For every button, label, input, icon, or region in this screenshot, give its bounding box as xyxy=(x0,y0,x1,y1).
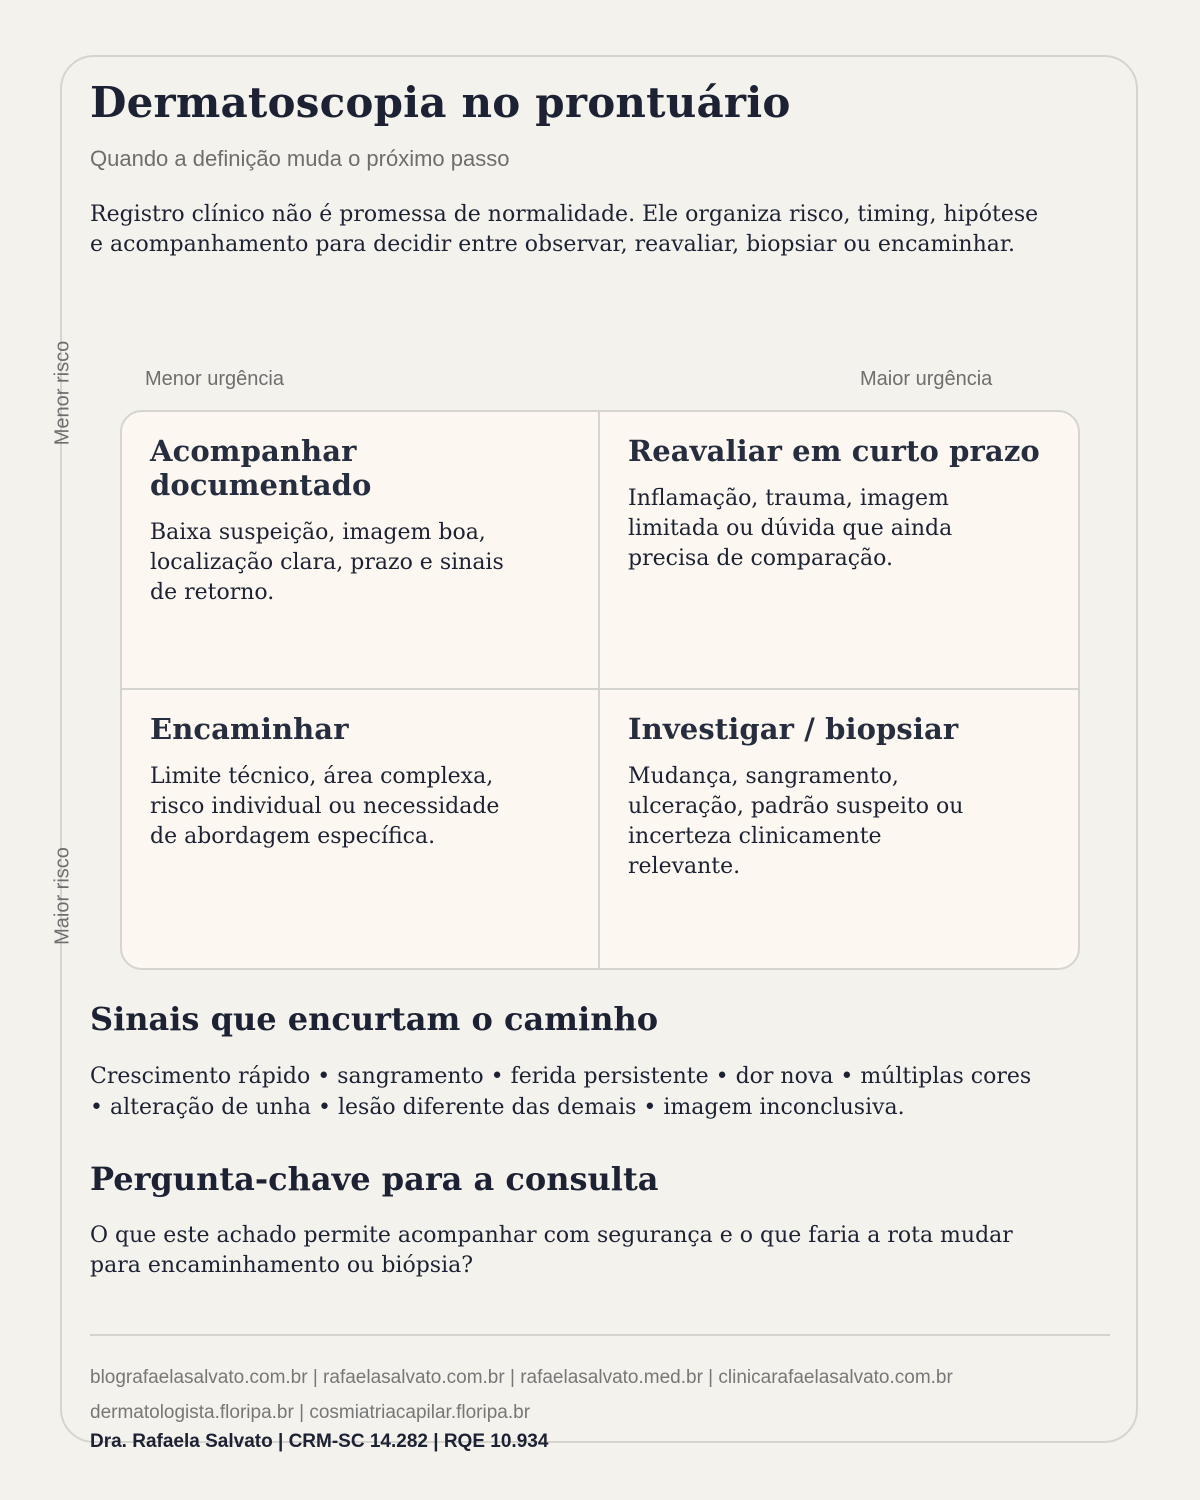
signs-text: Crescimento rápido • sangramento • ferida persistente • dor nova • múltiplas cores • alteração de unha • lesão diferente das demais • imagem inconclusiva. xyxy=(90,1064,1032,1120)
footer-links: blografaelasalvato.com.br | rafaelasalvato.com.br | rafaelasalvato.med.br | clinicarafaelasalvato.com.br dermatologista.floripa.br | cosmiatriacapilar.floripa.br xyxy=(90,1367,953,1423)
axis-label-lower-urgency: Menor urgência xyxy=(145,368,284,390)
footer-credit: Dra. Rafaela Salvato | CRM-SC 14.282 | RQE 10.934 xyxy=(90,1431,549,1452)
intro-paragraph: Registro clínico não é promessa de normalidade. Ele organiza risco, timing, hipótese e acompanhamento para decidir entre observar, reavaliar, biopsiar ou encaminhar. xyxy=(90,202,1039,257)
decision-matrix xyxy=(120,410,1080,970)
quadrant-follow-up xyxy=(122,412,600,690)
quadrant-text: Mudança, sangramento, ulceração, padrão suspeito ou incerteza clinicamente relevante. xyxy=(628,764,964,879)
quadrant-text: Limite técnico, área complexa, risco individual ou necessidade de abordagem específica. xyxy=(150,764,500,849)
quadrant-title: Reavaliar em curto prazo xyxy=(628,434,1040,468)
quadrant-text: Inflamação, trauma, imagem limitada ou dúvida que ainda precisa de comparação. xyxy=(628,486,953,571)
key-question-text: O que este achado permite acompanhar com segurança e o que faria a rota mudar para encaminhamento ou biópsia? xyxy=(90,1223,1013,1278)
key-question-heading: Pergunta-chave para a consulta xyxy=(90,1160,659,1198)
quadrant-biopsy xyxy=(600,690,1078,968)
quadrant-reassess xyxy=(600,412,1078,690)
axis-label-lower-risk: Menor risco xyxy=(51,340,74,446)
quadrant-title: Investigar / biopsiar xyxy=(628,712,959,746)
quadrant-text: Baixa suspeição, imagem boa, localização clara, prazo e sinais de retorno. xyxy=(150,520,504,605)
quadrant-title: Encaminhar xyxy=(150,712,349,746)
footer-divider xyxy=(90,1334,1110,1336)
signs-heading: Sinais que encurtam o caminho xyxy=(90,1000,659,1038)
quadrant-title: Acompanhar documentado xyxy=(150,434,372,502)
axis-label-higher-urgency: Maior urgência xyxy=(860,368,993,390)
page-title: Dermatoscopia no prontuário xyxy=(90,78,791,127)
quadrant-refer xyxy=(122,690,600,968)
axis-label-higher-risk: Maior risco xyxy=(51,847,74,945)
page-subtitle: Quando a definição muda o próximo passo xyxy=(90,146,510,171)
